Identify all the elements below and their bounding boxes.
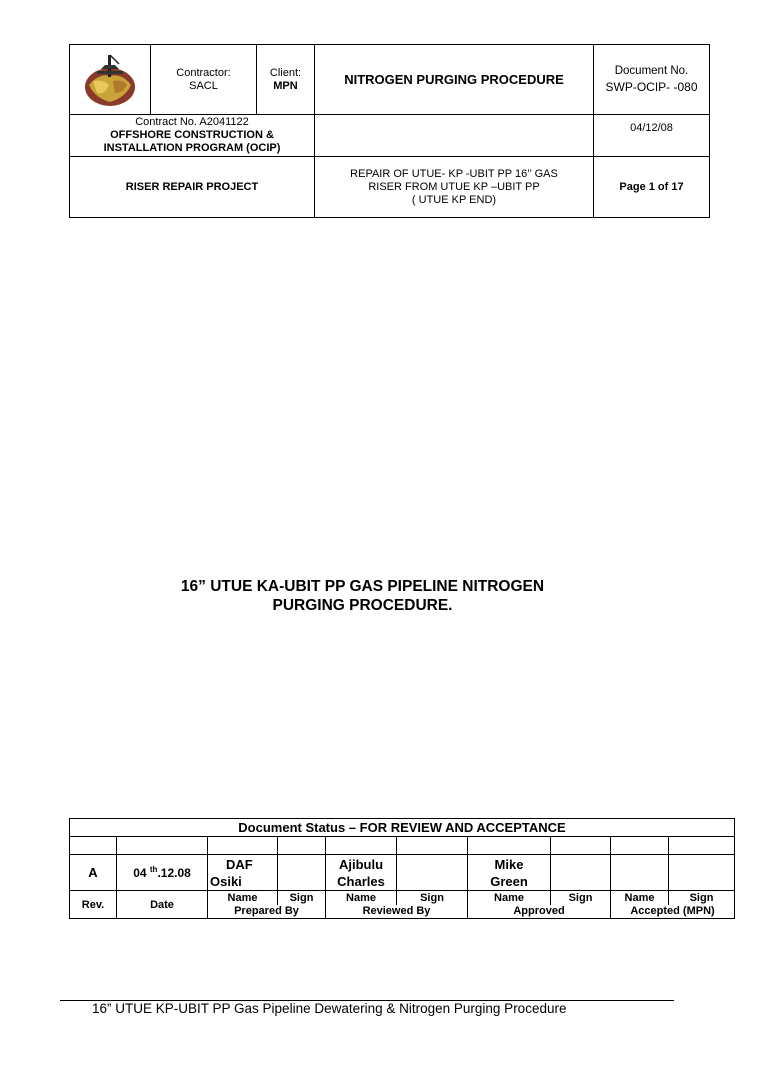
approved-label: Approved	[468, 905, 611, 919]
page-number: Page 1 of 17	[594, 157, 710, 218]
approved-name-label: Name	[468, 891, 551, 905]
approved-sign-label: Sign	[551, 891, 611, 905]
reviewed-name-label: Name	[326, 891, 397, 905]
document-header-table	[69, 44, 710, 218]
contract-cell	[70, 115, 315, 157]
date-suffix: th	[149, 865, 158, 874]
footer-text: 16” UTUE KP-UBIT PP Gas Pipeline Dewatering & Nitrogen Purging Procedure	[92, 1001, 567, 1016]
prepared-sign	[278, 855, 326, 891]
empty-cell	[551, 837, 611, 855]
document-status-table	[69, 818, 735, 919]
main-title-line1: 16” UTUE KA-UBIT PP GAS PIPELINE NITROGEN	[180, 578, 545, 595]
contractor-label: Contractor:	[176, 66, 231, 79]
program-line2: INSTALLATION PROGRAM (OCIP)	[103, 142, 281, 154]
doc-title: NITROGEN PURGING PROCEDURE	[315, 45, 594, 115]
reviewed-sign	[397, 855, 468, 891]
accepted-name-label: Name	[611, 891, 669, 905]
accepted-sign	[669, 855, 735, 891]
rev-label: Rev.	[70, 891, 117, 919]
company-logo	[70, 45, 151, 115]
prepared-name-line2: Osiki	[210, 873, 242, 889]
client-label: Client:	[269, 66, 302, 79]
client-cell	[257, 45, 315, 115]
date-day: 04	[133, 866, 150, 880]
repair-line1: REPAIR OF UTUE- KP -UBIT PP 16’’ GAS	[350, 167, 558, 180]
revision-date	[117, 855, 208, 891]
empty-cell	[397, 837, 468, 855]
prepared-name-line1: DAF	[226, 856, 253, 872]
accepted-name	[611, 855, 669, 891]
approved-name-line1: Mike	[494, 856, 524, 872]
approved-name-line2: Green	[490, 873, 528, 889]
date-label: Date	[117, 891, 208, 919]
empty-cell	[611, 837, 669, 855]
blank-cell	[315, 115, 594, 157]
document-main-title	[100, 577, 625, 615]
empty-cell	[326, 837, 397, 855]
prepared-sign-label: Sign	[278, 891, 326, 905]
client-value: MPN	[273, 79, 298, 92]
reviewed-by-label: Reviewed By	[326, 905, 468, 919]
document-no-cell	[594, 45, 710, 115]
program-line1: OFFSHORE CONSTRUCTION &	[110, 129, 274, 141]
reviewed-by-name	[326, 855, 397, 891]
prepared-by-name	[208, 855, 278, 891]
empty-cell	[278, 837, 326, 855]
accepted-sign-label: Sign	[669, 891, 735, 905]
main-title-line2: PURGING PROCEDURE.	[272, 597, 453, 614]
empty-cell	[117, 837, 208, 855]
approved-sign	[551, 855, 611, 891]
repair-description	[315, 157, 594, 218]
empty-cell	[70, 837, 117, 855]
empty-cell	[669, 837, 735, 855]
prepared-name-label: Name	[208, 891, 278, 905]
reviewed-name-line1: Ajibulu	[338, 856, 384, 872]
accepted-label: Accepted (MPN)	[611, 905, 735, 919]
reviewed-name-line2: Charles	[337, 873, 385, 889]
project-name: RISER REPAIR PROJECT	[70, 157, 315, 218]
reviewed-sign-label: Sign	[397, 891, 468, 905]
approved-by-name	[468, 855, 551, 891]
empty-cell	[208, 837, 278, 855]
document-no-value: SWP-OCIP- -080	[605, 80, 698, 94]
prepared-by-label: Prepared By	[208, 905, 326, 919]
contractor-value: SACL	[189, 79, 218, 92]
document-status-heading: Document Status – FOR REVIEW AND ACCEPTANCE	[70, 819, 735, 837]
date-value: 04/12/08	[594, 115, 710, 157]
contract-no: Contract No. A2041122	[135, 116, 249, 128]
date-rest: .12.08	[157, 866, 191, 880]
revision-value: A	[70, 855, 117, 891]
repair-line3: ( UTUE KP END)	[411, 193, 497, 206]
contractor-cell	[151, 45, 257, 115]
repair-line2: RISER FROM UTUE KP –UBIT PP	[368, 180, 540, 193]
document-no-label: Document No.	[614, 65, 689, 77]
empty-cell	[468, 837, 551, 855]
